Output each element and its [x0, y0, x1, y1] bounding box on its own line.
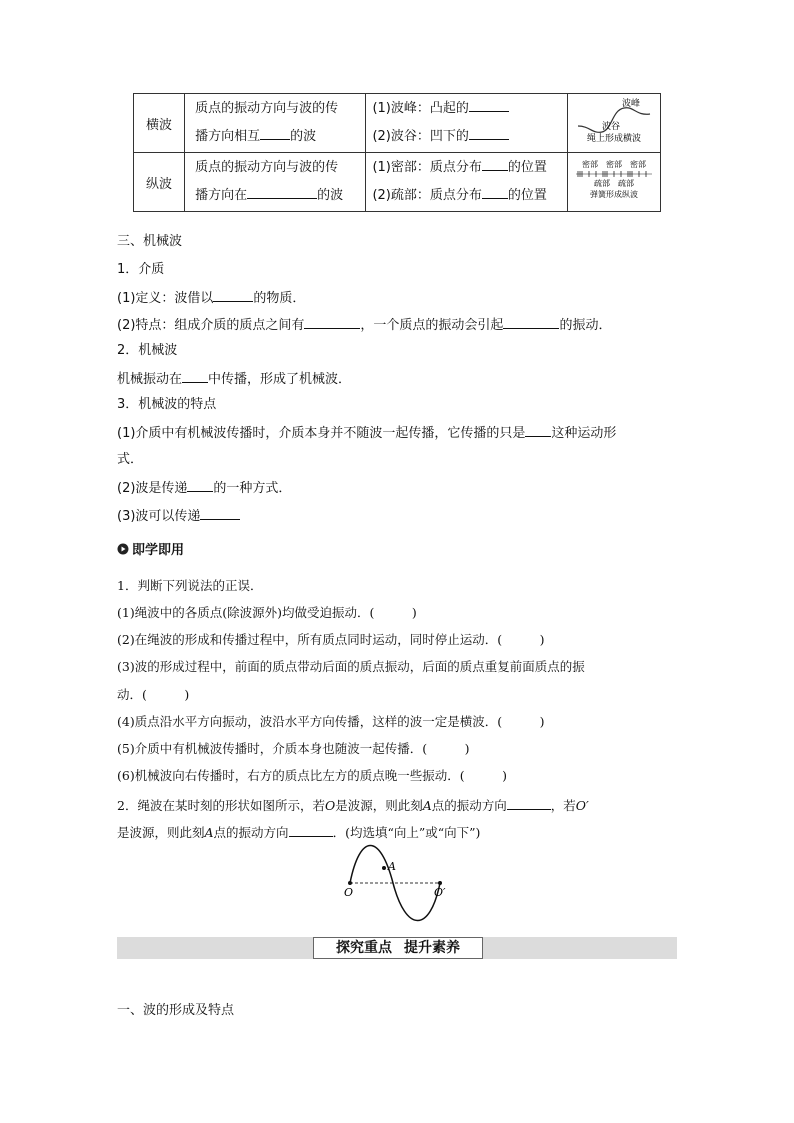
- transverse-wave-illustration: [567, 94, 660, 153]
- description-line: 播方向在 的波: [195, 182, 361, 210]
- answer-blank: [304, 315, 360, 329]
- rarefaction-labels: 疏部 疏部: [593, 179, 634, 188]
- judgement-item: (4)质点沿水平方向振动，波沿水平方向传播，这样的波一定是横波．( ): [117, 714, 545, 729]
- answer-blank: [482, 157, 508, 171]
- question-2-line2: 是波源，则此刻A点的振动方向 ．(均选填“向上”或“向下”): [117, 825, 481, 840]
- answer-blank: [260, 126, 290, 140]
- wave-types-table: [133, 93, 661, 212]
- caption: 弹簧形成纵波: [589, 190, 638, 199]
- description-line: 质点的振动方向与波的传: [195, 101, 339, 116]
- play-circle-icon: [117, 543, 129, 555]
- answer-blank: [482, 185, 508, 199]
- label-a: A: [388, 860, 396, 873]
- wave-type-cell: 纵波: [134, 153, 185, 212]
- judgement-item: (1)绳波中的各质点(除波源外)均做受迫振动．( ): [117, 605, 417, 620]
- table-row: [134, 94, 661, 153]
- wave-type-cell: 横波: [134, 94, 185, 153]
- text-line: 机械振动在 中传播，形成了机械波．: [117, 369, 351, 389]
- question-2-line1: 2．绳波在某时刻的形状如图所示，若O是波源，则此刻A点的振动方向 ，若O′: [117, 798, 589, 813]
- subsection-heading: 1．介质: [117, 262, 165, 277]
- section-banner-title: 探究重点 提升素养: [313, 937, 483, 959]
- judgement-item: 动．( ): [117, 687, 190, 702]
- wave-parts-cell: [366, 94, 567, 153]
- text-line: (1)介质中有机械波传播时，介质本身并不随波一起传播，它传播的只是 这种运动形: [117, 423, 616, 443]
- wave-description-cell: [185, 94, 366, 153]
- point-a-marker: [382, 866, 386, 870]
- answer-blank: [289, 823, 333, 837]
- judgement-item: (5)介质中有机械波传播时，介质本身也随波一起传播．( ): [117, 741, 470, 756]
- part-line: (1)密部：质点分布 的位置: [372, 154, 562, 182]
- subsection-heading: 2．机械波: [117, 343, 178, 358]
- question-1: 1．判断下列说法的正误．: [117, 578, 263, 593]
- compression-labels: 密部 密部 密部: [581, 160, 646, 169]
- part-line: (2)疏部：质点分布 的位置: [372, 182, 562, 210]
- answer-blank: [200, 506, 240, 520]
- longitudinal-wave-illustration: [567, 153, 660, 212]
- text-line: (2)特点：组成介质的质点之间有 ，一个质点的振动会引起 的振动．: [117, 315, 611, 335]
- label-o-prime: O′: [434, 886, 446, 899]
- answer-blank: [525, 423, 551, 437]
- answer-blank: [469, 126, 509, 140]
- part-line: (1)波峰：凸起的: [372, 95, 562, 123]
- description-line: 质点的振动方向与波的传: [195, 160, 339, 175]
- answer-blank: [503, 315, 559, 329]
- wave-description-cell: [185, 153, 366, 212]
- table-row: [134, 153, 661, 212]
- answer-blank: [213, 288, 253, 302]
- section-heading: 三、机械波: [117, 234, 183, 249]
- judgement-item: (2)在绳波的形成和传播过程中，所有质点同时运动，同时停止运动．( ): [117, 632, 545, 647]
- text-line: (2)波是传递 的一种方式．: [117, 478, 291, 498]
- answer-blank: [187, 478, 213, 492]
- judgement-item: (6)机械波向右传播时，右方的质点比左方的质点晚一些振动．( ): [117, 768, 507, 783]
- practice-heading: 即学即用: [117, 542, 184, 560]
- text-line: (3)波可以传递: [117, 506, 240, 526]
- rope-wave-figure: [336, 843, 456, 923]
- description-line: 播方向相互 的波: [195, 123, 361, 151]
- answer-blank: [469, 98, 509, 112]
- judgement-item: (3)波的形成过程中，前面的质点带动后面的质点振动，后面的质点重复前面质点的振: [117, 659, 585, 674]
- part-line: (2)波谷：凹下的: [372, 123, 562, 151]
- wave-parts-cell: [366, 153, 567, 212]
- peak-label: 波峰: [621, 99, 640, 109]
- label-o: O: [344, 886, 354, 899]
- section-heading: 一、波的形成及特点: [117, 1003, 235, 1018]
- text-line: 式．: [117, 452, 144, 467]
- answer-blank: [247, 185, 317, 199]
- subsection-heading: 3．机械波的特点: [117, 397, 217, 412]
- text-line: (1)定义：波借以 的物质．: [117, 288, 305, 308]
- answer-blank: [507, 796, 551, 810]
- trough-label: 波谷: [601, 122, 620, 132]
- caption: 绳上形成横波: [586, 134, 641, 144]
- answer-blank: [182, 369, 208, 383]
